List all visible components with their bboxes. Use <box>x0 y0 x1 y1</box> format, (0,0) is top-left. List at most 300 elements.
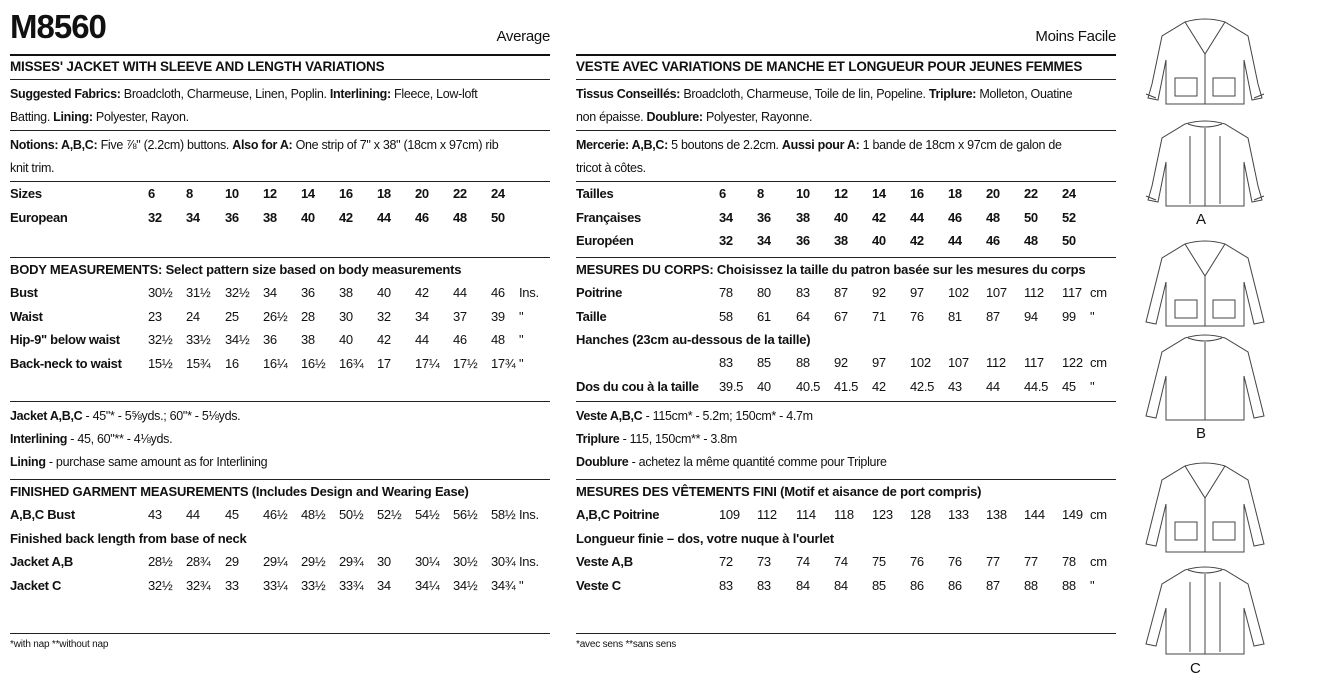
text-line <box>576 106 1072 129</box>
table-cell: 109 <box>719 507 740 522</box>
table-cell: 97 <box>872 355 886 370</box>
notions <box>10 134 498 180</box>
table-cell: 86 <box>910 577 924 593</box>
divider <box>10 479 550 480</box>
table-cell: 40 <box>872 233 886 248</box>
table-cell: 112 <box>1024 285 1044 300</box>
text-line <box>10 157 498 180</box>
table-cell: 46 <box>948 209 962 225</box>
table-cell: 61 <box>757 308 771 324</box>
pattern-title: MISSES' JACKET WITH SLEEVE AND LENGTH VARIATIONS <box>10 59 385 74</box>
divider <box>576 54 1116 56</box>
table-cell: 52 <box>1062 209 1076 225</box>
table-cell: 78 <box>719 285 733 300</box>
table-cell: 114 <box>796 507 816 522</box>
row-label: Européen <box>576 233 634 248</box>
table-row <box>576 379 1116 401</box>
table-cell: 118 <box>834 507 854 522</box>
table-row <box>576 507 1116 529</box>
table-cell: 34 <box>186 209 200 225</box>
table-cell: 44 <box>986 378 1000 394</box>
table-cell: 24 <box>491 186 505 201</box>
row-label: Veste A,B <box>576 554 633 569</box>
table-cell: 117 <box>1062 285 1082 300</box>
yardage-fr <box>576 405 887 474</box>
yardage-line <box>10 451 267 474</box>
table-cell: 87 <box>986 308 1000 324</box>
table-cell: 107 <box>986 285 1007 300</box>
bold-label: Also for A: <box>232 138 293 152</box>
table-cell: 83 <box>796 285 810 300</box>
table-cell: 71 <box>872 308 886 324</box>
table-cell: 50 <box>1024 209 1038 225</box>
table-cell: 33½ <box>301 577 326 593</box>
table-cell: 107 <box>948 355 969 370</box>
table-cell: 41.5 <box>834 378 859 394</box>
table-cell: 76 <box>910 308 924 324</box>
table-cell: 122 <box>1062 355 1083 370</box>
finished-measurements-heading: FINISHED GARMENT MEASUREMENTS (Includes Design and Wearing Ease) <box>10 484 469 499</box>
table-cell: 80 <box>757 285 771 300</box>
row-label: Poitrine <box>576 285 622 300</box>
divider <box>576 130 1116 131</box>
table-cell: 22 <box>1024 186 1038 201</box>
table-cell: 43 <box>948 378 962 394</box>
row-label: Jacket C <box>10 577 62 593</box>
table-cell: 102 <box>948 285 969 300</box>
yardage-value: - 115cm* - 5.2m; 150cm* - 4.7m <box>642 409 813 423</box>
table-row <box>576 355 1116 377</box>
divider <box>576 479 1116 480</box>
view-a-label: A <box>1196 211 1207 228</box>
jacket-c-front-drawing <box>1130 458 1280 556</box>
divider <box>10 79 550 80</box>
table-cell: 46 <box>415 209 429 225</box>
table-cell: 33 <box>225 577 239 593</box>
body-measurements-heading-fr: MESURES DU CORPS: Choisissez la taille du patron basée sur les mesures du corps <box>576 262 1086 277</box>
table-row <box>10 309 550 331</box>
table-cell: 77 <box>986 554 1000 569</box>
unit-label: " <box>519 355 524 371</box>
table-cell: 39.5 <box>719 378 744 394</box>
table-cell: 17 <box>377 355 391 371</box>
text-run: tricot à côtes. <box>576 161 646 175</box>
table-cell: 45 <box>225 507 239 522</box>
table-cell: 37 <box>453 308 467 324</box>
table-cell: 22 <box>453 186 467 201</box>
table-cell: 77 <box>1024 554 1038 569</box>
jacket-a-front-drawing <box>1130 14 1280 112</box>
table-cell: 14 <box>301 186 315 201</box>
view-c-label: C <box>1190 660 1201 677</box>
row-label: Jacket A,B <box>10 554 73 569</box>
table-row <box>576 186 1116 208</box>
pattern-number: M8560 <box>10 8 106 45</box>
table-cell: 33¼ <box>263 577 288 593</box>
table-cell: 32 <box>148 209 162 225</box>
text-run: Polyester, Rayonne. <box>702 110 813 124</box>
table-cell: 52½ <box>377 507 402 522</box>
table-cell: 28½ <box>148 554 173 569</box>
suggested-fabrics-fr <box>576 83 1072 129</box>
table-cell: 56½ <box>453 507 478 522</box>
table-cell: 84 <box>834 577 848 593</box>
pattern-title-fr: VESTE AVEC VARIATIONS DE MANCHE ET LONGUEUR POUR JEUNES FEMMES <box>576 59 1083 74</box>
table-cell: 30¾ <box>491 554 516 569</box>
row-label: Taille <box>576 308 607 324</box>
unit-label: " <box>519 332 524 347</box>
text-run: Broadcloth, Charmeuse, Toile de lin, Popeline. <box>680 87 929 101</box>
table-cell: 12 <box>263 186 277 201</box>
table-cell: 16 <box>339 186 353 201</box>
table-cell: 92 <box>834 355 848 370</box>
table-cell: 10 <box>796 186 810 201</box>
table-cell: 87 <box>986 577 1000 593</box>
table-cell: 94 <box>1024 308 1038 324</box>
table-cell: 36 <box>225 209 239 225</box>
difficulty-label-fr: Moins Facile <box>1035 28 1116 45</box>
table-cell: 18 <box>948 186 962 201</box>
table-cell: 30¼ <box>415 554 440 569</box>
finished-measurements-heading-fr: MESURES DES VÊTEMENTS FINI (Motif et aisance de port compris) <box>576 484 982 499</box>
table-cell: 88 <box>1062 577 1076 593</box>
table-cell: 45 <box>1062 378 1076 394</box>
table-cell: 74 <box>796 554 810 569</box>
yardage-label: Doublure <box>576 455 629 469</box>
yardage-line <box>10 405 267 428</box>
view-b-label: B <box>1196 425 1207 442</box>
unit-label: " <box>519 577 524 593</box>
table-cell: 72 <box>719 554 733 569</box>
row-label: Dos du cou à la taille <box>576 378 699 394</box>
text-run: 5 boutons de 2.2cm. <box>667 138 782 152</box>
table-cell: 85 <box>757 355 771 370</box>
table-cell: 25 <box>225 308 239 324</box>
table-cell: 34½ <box>453 577 478 593</box>
table-cell: 46 <box>453 332 467 347</box>
text-run: Batting. <box>10 110 54 124</box>
text-line <box>10 83 477 106</box>
yardage-label: Triplure <box>576 432 620 446</box>
table-cell: 99 <box>1062 308 1076 324</box>
unit-label: " <box>1090 308 1095 324</box>
table-cell: 85 <box>872 577 886 593</box>
yardage-label: Jacket A,B,C <box>10 409 83 423</box>
bold-label: Aussi pour A: <box>781 138 860 152</box>
jacket-c-back-drawing <box>1130 562 1280 660</box>
bold-label: Interlining: <box>329 87 391 101</box>
footnote-fr: *avec sens **sans sens <box>576 639 677 650</box>
table-cell: 48 <box>491 332 505 347</box>
table-cell: 31½ <box>186 285 211 300</box>
table-cell: 18 <box>377 186 391 201</box>
table-cell: 133 <box>948 507 969 522</box>
table-row <box>10 507 550 529</box>
bold-label: Doublure: <box>646 110 703 124</box>
table-cell: 36 <box>757 209 771 225</box>
table-cell: 92 <box>872 285 886 300</box>
table-cell: 40.5 <box>796 378 821 394</box>
table-row <box>576 285 1116 307</box>
text-run: non épaisse. <box>576 110 647 124</box>
table-cell: 42 <box>377 332 391 347</box>
yardage-line <box>10 428 267 451</box>
table-cell: 34¼ <box>415 577 440 593</box>
table-row <box>10 332 550 354</box>
table-cell: 40 <box>757 378 771 394</box>
table-row <box>576 309 1116 331</box>
table-row <box>10 285 550 307</box>
yardage-label: Interlining <box>10 432 68 446</box>
table-cell: 32½ <box>225 285 250 300</box>
table-cell: 44 <box>415 332 429 347</box>
table-cell: 42 <box>910 233 924 248</box>
table-cell: 123 <box>872 507 893 522</box>
table-row <box>10 578 550 600</box>
table-cell: 38 <box>834 233 848 248</box>
table-cell: 20 <box>986 186 1000 201</box>
table-cell: 15½ <box>148 355 173 371</box>
table-cell: 34¾ <box>491 577 516 593</box>
table-row <box>10 186 550 208</box>
table-cell: 15¾ <box>186 355 211 371</box>
bold-label: Tissus Conseillés: <box>576 87 681 101</box>
table-cell: 38 <box>301 332 315 347</box>
bold-label: Notions: A,B,C: <box>10 138 98 152</box>
table-cell: 8 <box>186 186 193 201</box>
table-cell: 39 <box>491 308 505 324</box>
table-cell: 44.5 <box>1024 378 1049 394</box>
table-cell: 117 <box>1024 355 1044 370</box>
table-cell: 138 <box>986 507 1007 522</box>
table-cell: 34½ <box>225 332 250 347</box>
table-cell: 38 <box>263 209 277 225</box>
bold-label: Triplure: <box>928 87 977 101</box>
table-cell: 32 <box>719 233 733 248</box>
table-cell: 6 <box>148 186 155 201</box>
table-cell: 29¼ <box>263 554 288 569</box>
text-run: Broadcloth, Charmeuse, Linen, Poplin. <box>120 87 330 101</box>
table-cell: 32 <box>377 308 391 324</box>
text-line <box>576 134 1062 157</box>
table-cell: 17¾ <box>491 355 516 371</box>
table-cell: 44 <box>910 209 924 225</box>
table-cell: 48 <box>453 209 467 225</box>
divider <box>10 401 550 402</box>
table-cell: 86 <box>948 577 962 593</box>
table-cell: 46½ <box>263 507 288 522</box>
table-cell: 36 <box>263 332 277 347</box>
table-cell: 84 <box>796 577 810 593</box>
table-cell: 16¾ <box>339 355 364 371</box>
table-cell: 34 <box>757 233 771 248</box>
jacket-b-front-drawing <box>1130 236 1280 334</box>
table-cell: 16 <box>225 355 239 371</box>
yardage-value: - 45"* - 5⅝yds.; 60"* - 5⅛yds. <box>82 409 241 423</box>
unit-label: " <box>1090 577 1095 593</box>
yardage-line <box>576 451 887 474</box>
table-cell: 42 <box>872 378 886 394</box>
text-line <box>576 157 1062 180</box>
table-cell: 58 <box>719 308 733 324</box>
back-length-heading: Finished back length from base of neck <box>10 531 247 546</box>
row-label: Hip-9" below waist <box>10 332 120 347</box>
table-row <box>576 233 1116 255</box>
divider <box>576 257 1116 258</box>
table-cell: 16½ <box>301 355 326 371</box>
table-cell: 24 <box>1062 186 1076 201</box>
table-cell: 33¾ <box>339 577 364 593</box>
back-length-heading-fr: Longueur finie – dos, votre nuque à l'ourlet <box>576 531 834 546</box>
yardage-value: - 45, 60"** - 4⅛yds. <box>67 432 173 446</box>
yardage-value: - achetez la même quantité comme pour Triplure <box>628 455 887 469</box>
table-cell: 34 <box>377 577 391 593</box>
table-cell: 87 <box>834 285 848 300</box>
table-cell: 83 <box>719 577 733 593</box>
text-line <box>10 106 477 129</box>
table-cell: 74 <box>834 554 848 569</box>
divider <box>576 633 1116 634</box>
table-row <box>10 210 550 232</box>
text-run: Polyester, Rayon. <box>92 110 189 124</box>
divider <box>10 181 550 182</box>
table-row <box>576 578 1116 600</box>
table-cell: 75 <box>872 554 886 569</box>
hip-heading-fr: Hanches (23cm au-dessous de la taille) <box>576 332 811 347</box>
table-cell: 36 <box>301 285 315 300</box>
table-cell: 46 <box>491 285 505 300</box>
row-label: Françaises <box>576 209 641 225</box>
table-cell: 14 <box>872 186 886 201</box>
table-cell: 88 <box>796 355 810 370</box>
table-cell: 44 <box>453 285 467 300</box>
table-cell: 29¾ <box>339 554 364 569</box>
text-run: Fleece, Low-loft <box>390 87 478 101</box>
table-cell: 40 <box>301 209 315 225</box>
text-run: Molleton, Ouatine <box>976 87 1073 101</box>
table-cell: 34 <box>263 285 277 300</box>
table-cell: 42 <box>415 285 429 300</box>
table-cell: 10 <box>225 186 239 201</box>
table-cell: 32½ <box>148 577 173 593</box>
table-cell: 30½ <box>148 285 173 300</box>
yardage-line <box>576 428 887 451</box>
table-cell: 67 <box>834 308 848 324</box>
yardage-line <box>576 405 887 428</box>
row-label: Tailles <box>576 186 614 201</box>
bold-label: Mercerie: A,B,C: <box>576 138 668 152</box>
table-cell: 28 <box>301 308 315 324</box>
table-row <box>576 554 1116 576</box>
body-measurements-heading: BODY MEASUREMENTS: Select pattern size based on body measurements <box>10 262 462 277</box>
table-cell: 83 <box>719 355 733 370</box>
table-cell: 44 <box>948 233 962 248</box>
table-cell: 76 <box>910 554 924 569</box>
table-cell: 44 <box>186 507 200 522</box>
table-cell: 81 <box>948 308 962 324</box>
text-run: 1 bande de 18cm x 97cm de galon de <box>859 138 1062 152</box>
table-cell: 46 <box>986 233 1000 248</box>
text-run: Five ⅞" (2.2cm) buttons. <box>97 138 233 152</box>
table-cell: 50 <box>1062 233 1076 248</box>
table-cell: 73 <box>757 554 771 569</box>
table-cell: 32½ <box>148 332 173 347</box>
bold-label: Lining: <box>53 110 93 124</box>
text-line <box>10 134 498 157</box>
row-label: Bust <box>10 285 38 300</box>
divider <box>576 79 1116 80</box>
table-cell: 30 <box>339 308 353 324</box>
table-cell: 58½ <box>491 507 516 522</box>
table-cell: 34 <box>719 209 733 225</box>
unit-label: cm <box>1090 355 1107 370</box>
notions-fr <box>576 134 1062 180</box>
yardage-label: Veste A,B,C <box>576 409 643 423</box>
table-cell: 83 <box>757 577 771 593</box>
table-cell: 64 <box>796 308 810 324</box>
table-cell: 29½ <box>301 554 326 569</box>
table-cell: 28¾ <box>186 554 211 569</box>
table-cell: 50 <box>491 209 505 225</box>
table-cell: 42 <box>872 209 886 225</box>
text-run: One strip of 7" x 38" (18cm x 97cm) rib <box>292 138 499 152</box>
text-line <box>576 83 1072 106</box>
yardage-value: - 115, 150cm** - 3.8m <box>619 432 737 446</box>
table-cell: 48½ <box>301 507 326 522</box>
footnote: *with nap **without nap <box>10 639 109 650</box>
table-cell: 54½ <box>415 507 440 522</box>
text-run: knit trim. <box>10 161 55 175</box>
table-cell: 38 <box>796 209 810 225</box>
unit-label: Ins. <box>519 507 539 522</box>
table-cell: 40 <box>834 209 848 225</box>
table-cell: 38 <box>339 285 353 300</box>
divider <box>576 401 1116 402</box>
yardage-label: Lining <box>10 455 46 469</box>
divider <box>10 130 550 131</box>
table-cell: 36 <box>796 233 810 248</box>
unit-label: " <box>1090 378 1095 394</box>
divider <box>576 181 1116 182</box>
table-cell: 88 <box>1024 577 1038 593</box>
table-cell: 32¾ <box>186 577 211 593</box>
suggested-fabrics <box>10 83 477 129</box>
difficulty-label: Average <box>496 28 550 45</box>
yardage <box>10 405 267 474</box>
table-cell: 149 <box>1062 507 1083 522</box>
row-label: Veste C <box>576 577 621 593</box>
table-cell: 40 <box>377 285 391 300</box>
table-cell: 6 <box>719 186 726 201</box>
table-cell: 43 <box>148 507 162 522</box>
table-cell: 8 <box>757 186 764 201</box>
table-cell: 128 <box>910 507 931 522</box>
table-cell: 50½ <box>339 507 364 522</box>
table-cell: 40 <box>339 332 353 347</box>
row-label: Back-neck to waist <box>10 355 122 371</box>
table-cell: 23 <box>148 308 162 324</box>
table-cell: 33½ <box>186 332 211 347</box>
table-cell: 102 <box>910 355 931 370</box>
table-cell: 48 <box>986 209 1000 225</box>
table-row <box>10 356 550 378</box>
table-cell: 24 <box>186 308 200 324</box>
table-cell: 16¼ <box>263 355 288 371</box>
bold-label: Suggested Fabrics: <box>10 87 121 101</box>
divider <box>10 257 550 258</box>
divider <box>10 54 550 56</box>
row-label: Waist <box>10 308 43 324</box>
